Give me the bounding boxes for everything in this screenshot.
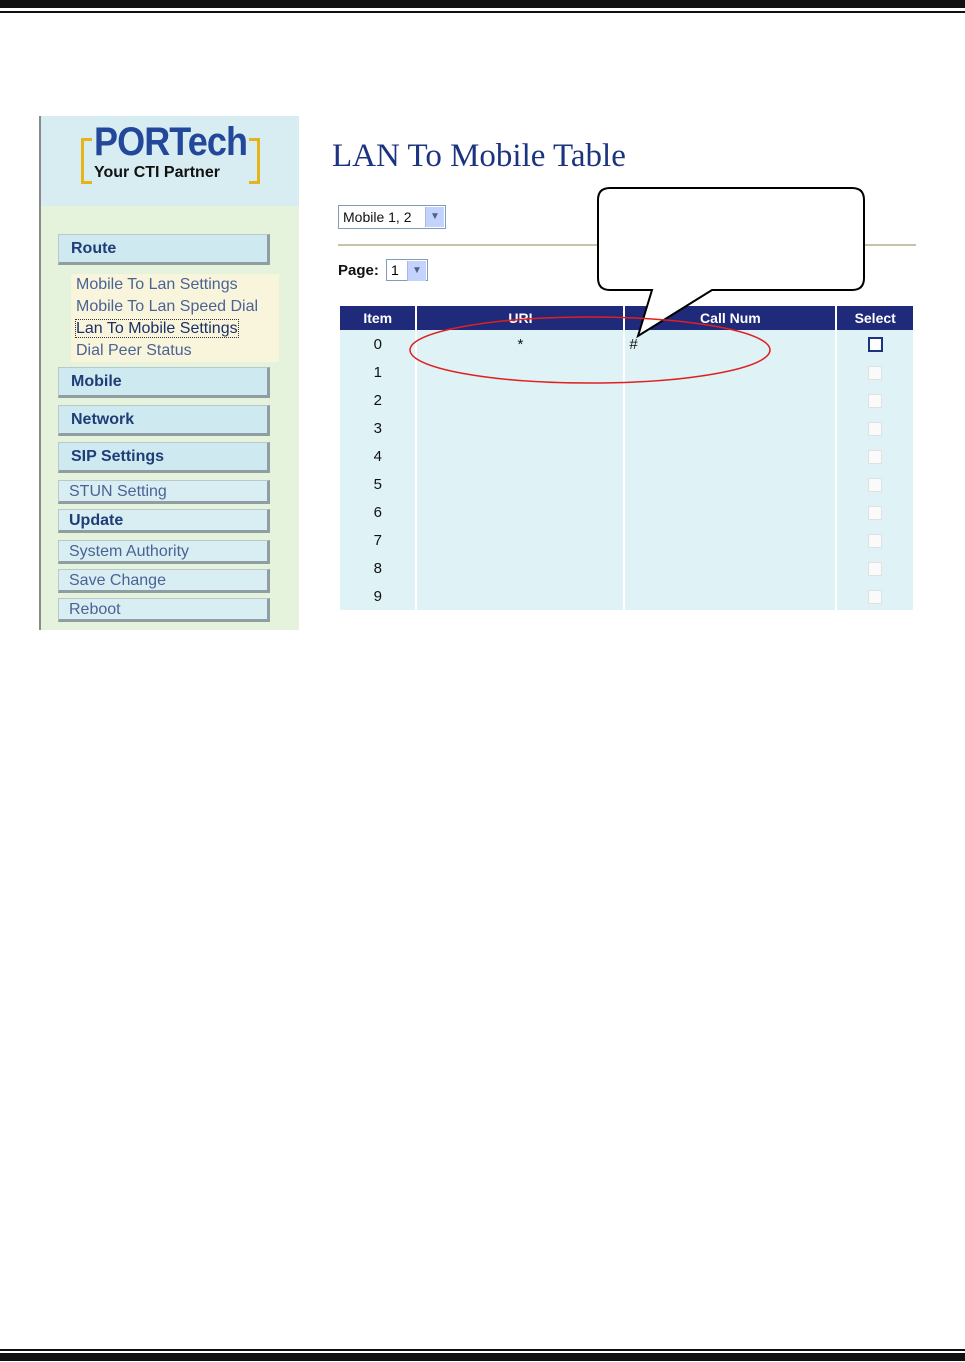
- highlight-ellipse: [410, 317, 770, 383]
- cell-item: 2: [340, 386, 415, 414]
- submenu-active-label: Lan To Mobile Settings: [76, 320, 238, 337]
- cell-uri: *: [417, 330, 623, 358]
- page-select-value: 1: [391, 262, 399, 278]
- menu-update[interactable]: Update: [58, 509, 270, 533]
- menu-mobile[interactable]: Mobile: [58, 367, 270, 398]
- cell-item: 1: [340, 358, 415, 386]
- menu-route[interactable]: Route: [58, 234, 270, 265]
- bottom-rule-thin: [0, 1349, 965, 1351]
- bottom-rule: [0, 1353, 965, 1361]
- mobile-select-value: Mobile 1, 2: [343, 209, 412, 225]
- cell-item: 8: [340, 554, 415, 582]
- cell-item: 6: [340, 498, 415, 526]
- submenu-mobile-to-lan-speed-dial[interactable]: Mobile To Lan Speed Dial: [71, 296, 279, 318]
- page-label: Page:: [338, 262, 379, 279]
- cell-item: 9: [340, 582, 415, 610]
- menu-sip-settings[interactable]: SIP Settings: [58, 442, 270, 473]
- page-title: LAN To Mobile Table: [332, 138, 626, 174]
- menu-reboot[interactable]: Reboot: [58, 598, 270, 622]
- menu-network[interactable]: Network: [58, 405, 270, 436]
- menu-save-change[interactable]: Save Change: [58, 569, 270, 593]
- menu-system-authority[interactable]: System Authority: [58, 540, 270, 564]
- cell-item: 5: [340, 470, 415, 498]
- header-item: Item: [340, 306, 415, 330]
- cell-item: 3: [340, 414, 415, 442]
- header-uri: URI: [417, 306, 623, 330]
- chevron-down-icon[interactable]: ▼: [425, 207, 444, 227]
- cell-call-num: #: [625, 330, 835, 358]
- logo-tagline: Your CTI Partner: [94, 164, 220, 181]
- callout-bubble: [598, 188, 864, 336]
- cell-item: 0: [340, 330, 415, 358]
- cell-item: 7: [340, 526, 415, 554]
- submenu-dial-peer-status[interactable]: Dial Peer Status: [71, 340, 279, 362]
- logo-text: PORTech: [94, 120, 248, 164]
- header-select: Select: [837, 306, 913, 330]
- submenu-mobile-to-lan-settings[interactable]: Mobile To Lan Settings: [71, 274, 279, 296]
- menu-stun-setting[interactable]: STUN Setting: [58, 480, 270, 504]
- chevron-down-icon[interactable]: ▼: [407, 261, 426, 281]
- header-call-num: Call Num: [625, 306, 835, 330]
- cell-item: 4: [340, 442, 415, 470]
